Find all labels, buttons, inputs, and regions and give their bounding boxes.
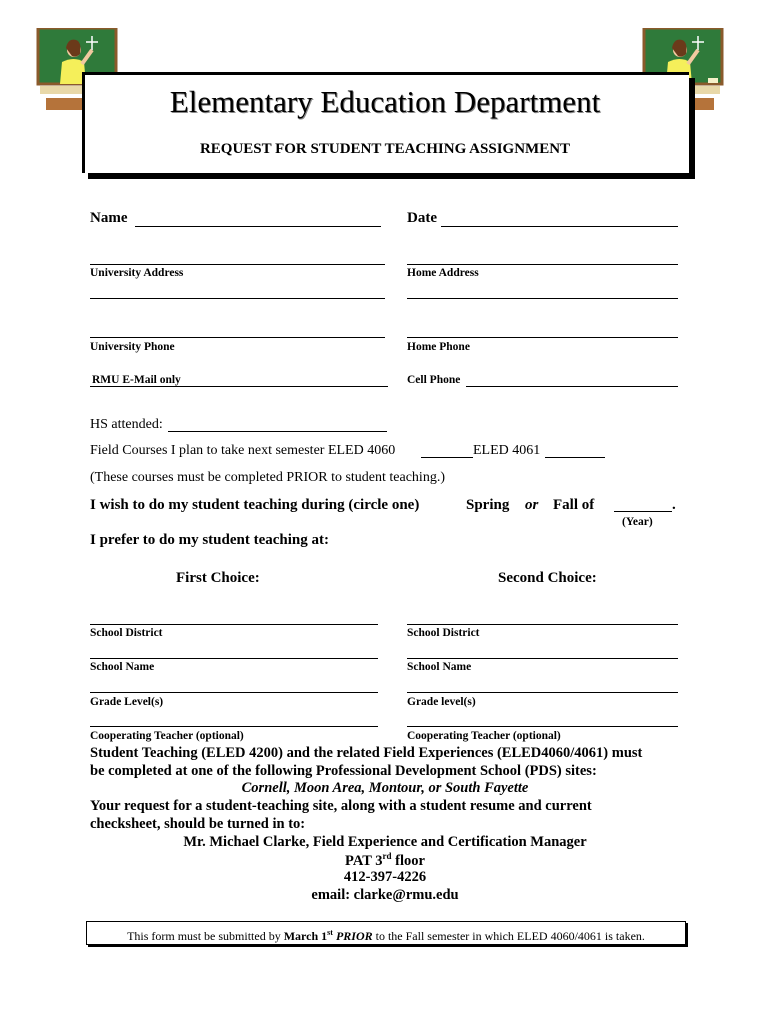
preference-heading: I prefer to do my student teaching at:	[90, 532, 330, 548]
name-field[interactable]	[135, 226, 381, 227]
home-phone-label: Home Phone	[407, 341, 470, 353]
year-label: (Year)	[622, 516, 653, 528]
name-label: Name	[90, 210, 128, 226]
department-title: Elementary Education Department	[169, 84, 601, 119]
first-grade-level-field[interactable]	[90, 692, 378, 693]
cell-phone-label: Cell Phone	[407, 374, 461, 386]
contact-office: PAT 3rd floor	[345, 851, 425, 869]
info-para2-line1: Your request for a student-teaching site, along with a student resume and current	[90, 798, 592, 814]
rmu-email-field[interactable]	[90, 386, 388, 387]
contact-phone: 412-397-4226	[343, 869, 427, 885]
hs-attended-field[interactable]	[168, 431, 387, 432]
or-text: or	[525, 497, 539, 513]
pds-sites: Cornell, Moon Area, Montour, or South Fayette	[241, 780, 529, 796]
second-choice-heading: Second Choice:	[498, 570, 597, 586]
cell-phone-field[interactable]	[466, 386, 678, 387]
university-address-label: University Address	[90, 267, 184, 279]
first-grade-level-label: Grade Level(s)	[90, 696, 164, 708]
info-para2-line2: checksheet, should be turned in to:	[90, 816, 306, 832]
first-school-district-label: School District	[90, 627, 163, 639]
second-cooperating-teacher-label: Cooperating Teacher (optional)	[407, 730, 561, 742]
university-address-line-2[interactable]	[90, 298, 385, 299]
home-phone-field[interactable]	[407, 337, 678, 338]
second-grade-level-label: Grade level(s)	[407, 696, 476, 708]
second-school-district-label: School District	[407, 627, 480, 639]
eled-4060-field[interactable]	[421, 457, 473, 458]
info-para1-line1: Student Teaching (ELED 4200) and the related Field Experiences (ELED4060/4061) must	[90, 745, 643, 761]
first-school-district-field[interactable]	[90, 624, 378, 625]
second-school-district-field[interactable]	[407, 624, 678, 625]
spring-option[interactable]: Spring	[466, 497, 510, 513]
info-para1-line2: be completed at one of the following Professional Development School (PDS) sites:	[90, 763, 597, 779]
university-phone-label: University Phone	[90, 341, 175, 353]
submission-deadline-note: This form must be submitted by March 1st PRIOR to the Fall semester in which ELED 4060/4061 is taken.	[86, 921, 686, 945]
home-address-field[interactable]	[407, 264, 678, 265]
university-address-field[interactable]	[90, 264, 385, 265]
contact-email: email: clarke@rmu.edu	[311, 887, 459, 903]
first-cooperating-teacher-label: Cooperating Teacher (optional)	[90, 730, 244, 742]
first-school-name-label: School Name	[90, 661, 155, 673]
university-phone-field[interactable]	[90, 337, 385, 338]
second-grade-level-field[interactable]	[407, 692, 678, 693]
eled-4061-field[interactable]	[545, 457, 605, 458]
courses-note: (These courses must be completed PRIOR to student teaching.)	[90, 470, 445, 485]
first-cooperating-teacher-field[interactable]	[90, 726, 378, 727]
semester-prompt: I wish to do my student teaching during (circle one)	[90, 497, 420, 513]
date-field[interactable]	[441, 226, 678, 227]
field-courses-label: Field Courses I plan to take next semester ELED 4060	[90, 443, 396, 458]
second-school-name-label: School Name	[407, 661, 472, 673]
rmu-email-label: RMU E-Mail only	[92, 374, 181, 386]
year-period: .	[672, 497, 676, 513]
year-field[interactable]	[614, 511, 672, 512]
home-address-line-2[interactable]	[407, 298, 678, 299]
home-address-label: Home Address	[407, 267, 479, 279]
contact-name: Mr. Michael Clarke, Field Experience and Certification Manager	[183, 834, 587, 850]
eled-4061-label: ELED 4061	[473, 443, 541, 458]
second-school-name-field[interactable]	[407, 658, 678, 659]
form-title: REQUEST FOR STUDENT TEACHING ASSIGNMENT	[199, 141, 571, 157]
first-choice-heading: First Choice:	[176, 570, 260, 586]
first-school-name-field[interactable]	[90, 658, 378, 659]
hs-attended-label: HS attended:	[90, 417, 163, 432]
second-cooperating-teacher-field[interactable]	[407, 726, 678, 727]
fall-option[interactable]: Fall of	[553, 497, 595, 513]
date-label: Date	[407, 210, 437, 226]
